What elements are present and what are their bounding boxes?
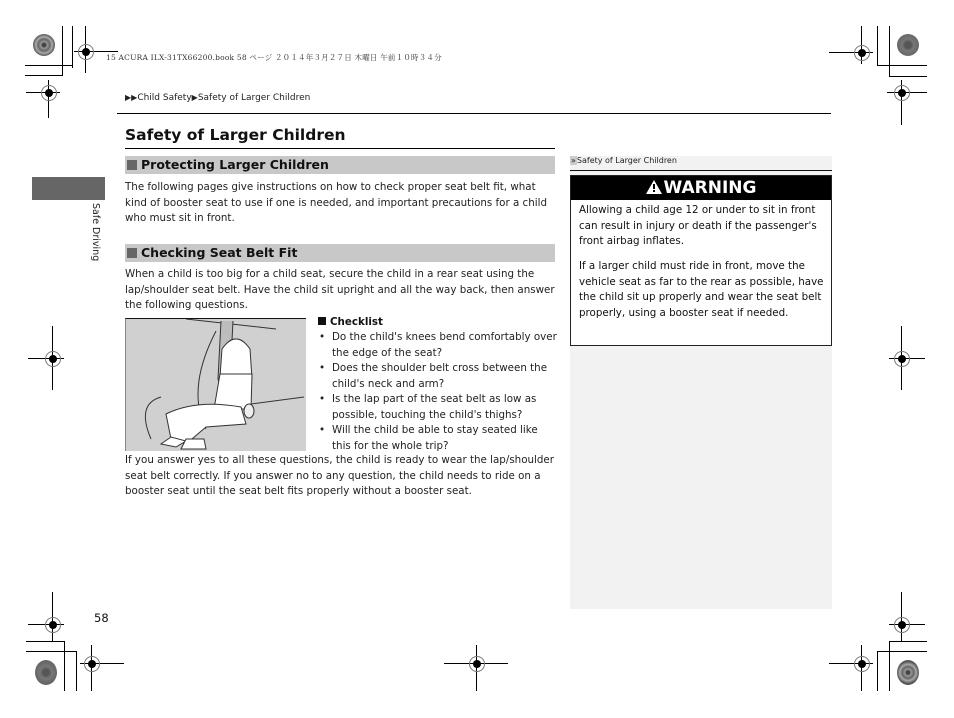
section-heading-protecting [125, 156, 555, 174]
warning-box [570, 175, 832, 346]
bullet-icon: • [319, 331, 326, 343]
section-square-icon [127, 248, 137, 258]
checklist [318, 330, 558, 454]
breadcrumb-item-current: Safety of Larger Children [197, 93, 311, 103]
section-body-protecting: The following pages give instructions on how to check proper seat belt fit, what kind of booster seat to use if one is needed, and important precautions for a child who must sit in front. [125, 181, 547, 224]
warning-triangle-icon [646, 180, 662, 194]
registration-mark-icon [45, 351, 61, 367]
section-conclusion: If you answer yes to all these questions, the child is ready to wear the lap/shoulder seat belt correctly. If you answer no to any question, the child needs to ride on a booster seat until the seat belt fits properly without a booster seat. [125, 454, 554, 497]
breadcrumb-arrows-icon: ▶▶ [125, 93, 138, 102]
reference-arrow-icon: » [571, 156, 576, 165]
section-heading-label: Checking Seat Belt Fit [141, 245, 298, 260]
warning-paragraph-2: If a larger child must ride in front, move the vehicle seat as far to the rear as possible, have the child sit up properly and wear the seat belt properly, using a booster seat if needed. [579, 260, 824, 319]
section-body-seat-belt-fit: When a child is too big for a child seat, secure the child in a rear seat using the lap/shoulder seat belt. Have the child sit upright and all the way back, then answer the following questions. [125, 268, 555, 311]
registration-mark-icon [894, 617, 910, 633]
title-rule [125, 148, 555, 149]
section-heading-label: Protecting Larger Children [141, 157, 329, 172]
breadcrumb-separator-icon: ▶ [191, 93, 198, 102]
checklist-item: • Is the lap part of the seat belt as low as possible, touching the child's thighs? [319, 393, 537, 421]
bullet-icon: • [319, 393, 326, 405]
registration-mark-icon [854, 45, 870, 61]
checklist-heading: Checklist [318, 316, 383, 328]
color-registration-disc-icon [897, 34, 919, 56]
breadcrumb-item-child-safety[interactable]: Child Safety [137, 93, 192, 103]
registration-mark-icon [45, 617, 61, 633]
breadcrumb [125, 93, 310, 103]
child-seat-belt-illustration [125, 318, 306, 451]
color-registration-disc-icon [897, 660, 919, 685]
side-panel-reference[interactable]: »Safety of Larger Children [571, 156, 677, 165]
color-registration-disc-icon [35, 660, 57, 685]
warning-header [571, 176, 831, 200]
registration-mark-icon [41, 85, 57, 101]
warning-title: WARNING [663, 178, 757, 198]
registration-mark-icon [469, 656, 485, 672]
checklist-item: • Does the shoulder belt cross between the child's neck and arm? [319, 362, 548, 390]
page-title: Safety of Larger Children [125, 126, 346, 144]
side-panel-rule [570, 170, 832, 171]
bullet-icon: • [319, 424, 326, 436]
registration-mark-icon [894, 351, 910, 367]
section-heading-seat-belt-fit [125, 244, 555, 262]
checklist-item: • Will the child be able to stay seated like this for the whole trip? [319, 424, 538, 452]
page-number: 58 [94, 611, 109, 625]
color-registration-disc-icon [33, 34, 55, 56]
header-rule [117, 113, 831, 114]
registration-mark-icon [84, 656, 100, 672]
registration-mark-icon [894, 85, 910, 101]
chapter-tab[interactable] [32, 177, 105, 200]
section-square-icon [127, 160, 137, 170]
checklist-square-icon [318, 317, 326, 325]
seated-child-icon [126, 319, 306, 451]
warning-paragraph-1: Allowing a child age 12 or under to sit in front can result in injury or death if the passenger's front airbag inflates. [579, 204, 817, 247]
registration-mark-icon [78, 44, 94, 60]
bullet-icon: • [319, 362, 326, 374]
chapter-tab-label: Safe Driving [90, 203, 101, 262]
registration-mark-icon [854, 656, 870, 672]
print-job-header: 15 ACURA ILX-31TX66200.book 58 ページ ２０１４年３月２７日 木曜日 午前１０時３４分 [106, 53, 442, 62]
checklist-item: • Do the child's knees bend comfortably over the edge of the seat? [319, 331, 557, 359]
